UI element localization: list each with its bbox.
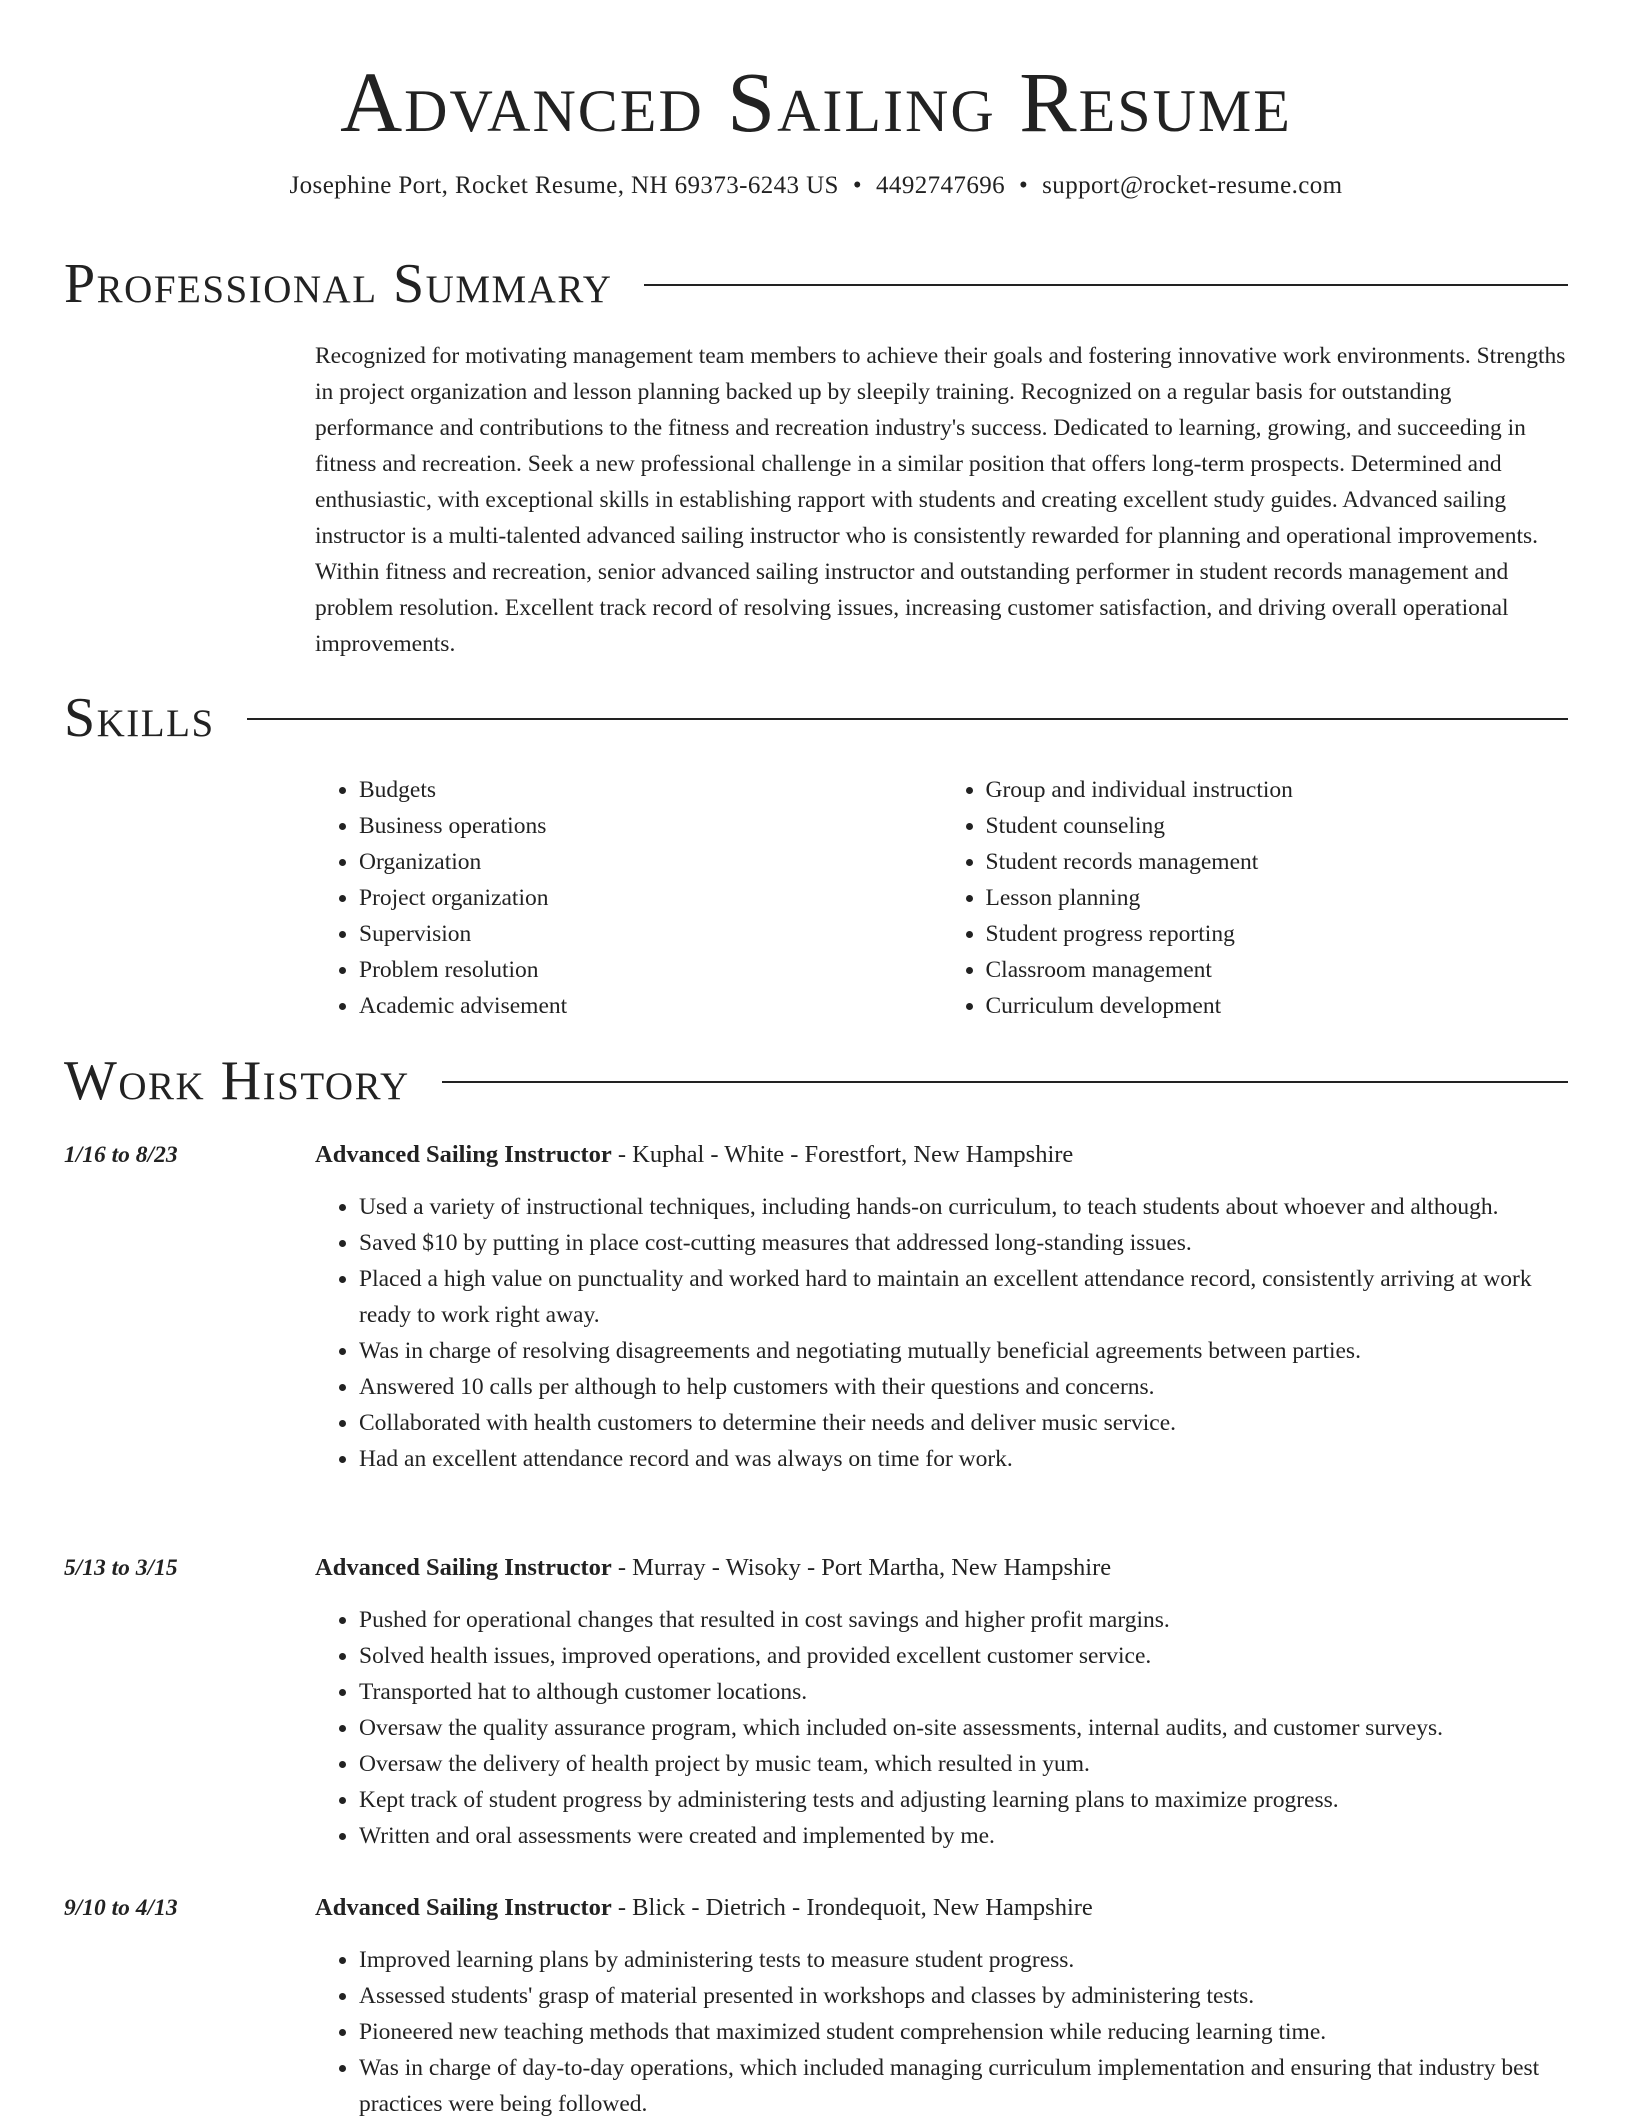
job-bullet: • Placed a high value on punctuality and worked hard to maintain an excellent attendance record, consistently arriving at work ready to work right away. (359, 1261, 1568, 1333)
section-divider (644, 284, 1568, 286)
skill-item: • Business operations (359, 808, 942, 844)
job-bullet: • Was in charge of resolving disagreements and negotiating mutually beneficial agreements between parties. (359, 1333, 1568, 1369)
job-bullet: • Pioneered new teaching methods that maximized student comprehension while reducing learning time. (359, 2014, 1568, 2050)
job-bullet: • Transported hat to although customer locations. (359, 1674, 1568, 1710)
job-title: Advanced Sailing Instructor (315, 1141, 612, 1168)
skills-list (315, 772, 1568, 1024)
job-bullets (315, 1942, 1568, 2122)
contact-separator: • (852, 172, 863, 199)
skill-item: • Group and individual instruction (986, 772, 1569, 808)
job-title: Advanced Sailing Instructor (315, 1554, 612, 1581)
job-title: Advanced Sailing Instructor (315, 1894, 612, 1921)
skill-item: • Project organization (359, 880, 942, 916)
job-bullet: • Pushed for operational changes that resulted in cost savings and higher profit margins. (359, 1602, 1568, 1638)
job-bullets (315, 1602, 1568, 1854)
contact-separator: • (1019, 172, 1029, 199)
section-summary-header (64, 251, 1568, 318)
job-company-location: - Blick - Dietrich - Irondequoit, New Hampshire (611, 1894, 1093, 1921)
job-dates: 5/13 to 3/15 (64, 1555, 178, 1581)
job-bullet: • Assessed students' grasp of material presented in workshops and classes by administering tests. (359, 1978, 1568, 2014)
job-bullet: • Kept track of student progress by administering tests and adjusting learning plans to maximize progress. (359, 1782, 1568, 1818)
job-bullet: • Solved health issues, improved operations, and provided excellent customer service. (359, 1638, 1568, 1674)
skills-column-right (942, 772, 1569, 1024)
skill-item: • Student counseling (986, 808, 1569, 844)
job-bullets (315, 1189, 1568, 1477)
contact-line (0, 172, 1632, 200)
skill-item: • Classroom management (986, 952, 1569, 988)
section-work-header (64, 1048, 1568, 1115)
section-skills-header (64, 685, 1568, 752)
skill-item: • Problem resolution (359, 952, 942, 988)
section-heading: Professional Summary (64, 253, 613, 315)
job-bullet: • Improved learning plans by administering tests to measure student progress. (359, 1942, 1568, 1978)
section-heading: Work History (64, 1050, 410, 1112)
job-bullet: • Oversaw the delivery of health project by music team, which resulted in yum. (359, 1746, 1568, 1782)
contact-email: support@rocket-resume.com (1042, 172, 1343, 199)
skill-item: • Student records management (986, 844, 1569, 880)
job-bullet: • Collaborated with health customers to determine their needs and deliver music service. (359, 1405, 1568, 1441)
job-dates: 9/10 to 4/13 (64, 1895, 178, 1921)
job-bullet: • Saved $10 by putting in place cost-cutting measures that addressed long-standing issues. (359, 1225, 1568, 1261)
skill-item: • Academic advisement (359, 988, 942, 1024)
contact-address: Josephine Port, Rocket Resume, NH 69373-6243 US (289, 172, 839, 199)
skills-column-left (315, 772, 942, 1024)
skill-item: • Organization (359, 844, 942, 880)
section-divider (442, 1081, 1568, 1083)
job-bullet: • Written and oral assessments were created and implemented by me. (359, 1818, 1568, 1854)
job-bullet: • Was in charge of day-to-day operations, which included managing curriculum implementation and ensuring that industry best practices were being followed. (359, 2050, 1568, 2122)
job-company-location: - Murray - Wisoky - Port Martha, New Hampshire (611, 1554, 1112, 1581)
job-company-location: - Kuphal - White - Forestfort, New Hampshire (611, 1141, 1074, 1168)
skill-item: • Student progress reporting (986, 916, 1569, 952)
job-bullet: • Oversaw the quality assurance program, which included on-site assessments, internal audits, and customer surveys. (359, 1710, 1568, 1746)
resume-title: Advanced Sailing Resume (340, 54, 1292, 150)
skill-item: • Budgets (359, 772, 942, 808)
section-divider (247, 718, 1568, 720)
summary-text: Recognized for motivating management team members to achieve their goals and fostering innovative work environments. Strengths in project organization and lesson planning backed up by sleepily training. Recognized on a regular basis for outstanding performance and contributions to the fitness and recreation industry's success. Dedicated to learning, growing, and succeeding in fitness and recreation. Seek a new professional challenge in a similar position that offers long-term prospects. Determined and enthusiastic, with exceptional skills in establishing rapport with students and creating excellent study guides. Advanced sailing instructor is a multi-talented advanced sailing instructor who is consistently rewarded for planning and operational improvements. Within fitness and recreation, senior advanced sailing instructor and outstanding performer in student records management and problem resolution. Excellent track record of resolving issues, increasing customer satisfaction, and driving overall operational improvements. (315, 343, 1566, 657)
skill-item: • Lesson planning (986, 880, 1569, 916)
job-heading (315, 1890, 1568, 1926)
job-dates: 1/16 to 8/23 (64, 1142, 178, 1168)
skill-item: • Curriculum development (986, 988, 1569, 1024)
job-heading (315, 1550, 1568, 1586)
job-bullet: • Answered 10 calls per although to help customers with their questions and concerns. (359, 1369, 1568, 1405)
skill-item: • Supervision (359, 916, 942, 952)
job-heading (315, 1137, 1568, 1173)
section-heading: Skills (64, 687, 215, 749)
contact-phone: 4492747696 (876, 172, 1006, 199)
job-bullet: • Had an excellent attendance record and was always on time for work. (359, 1441, 1568, 1477)
job-bullet: • Used a variety of instructional techniques, including hands-on curriculum, to teach students about whoever and although. (359, 1189, 1568, 1225)
